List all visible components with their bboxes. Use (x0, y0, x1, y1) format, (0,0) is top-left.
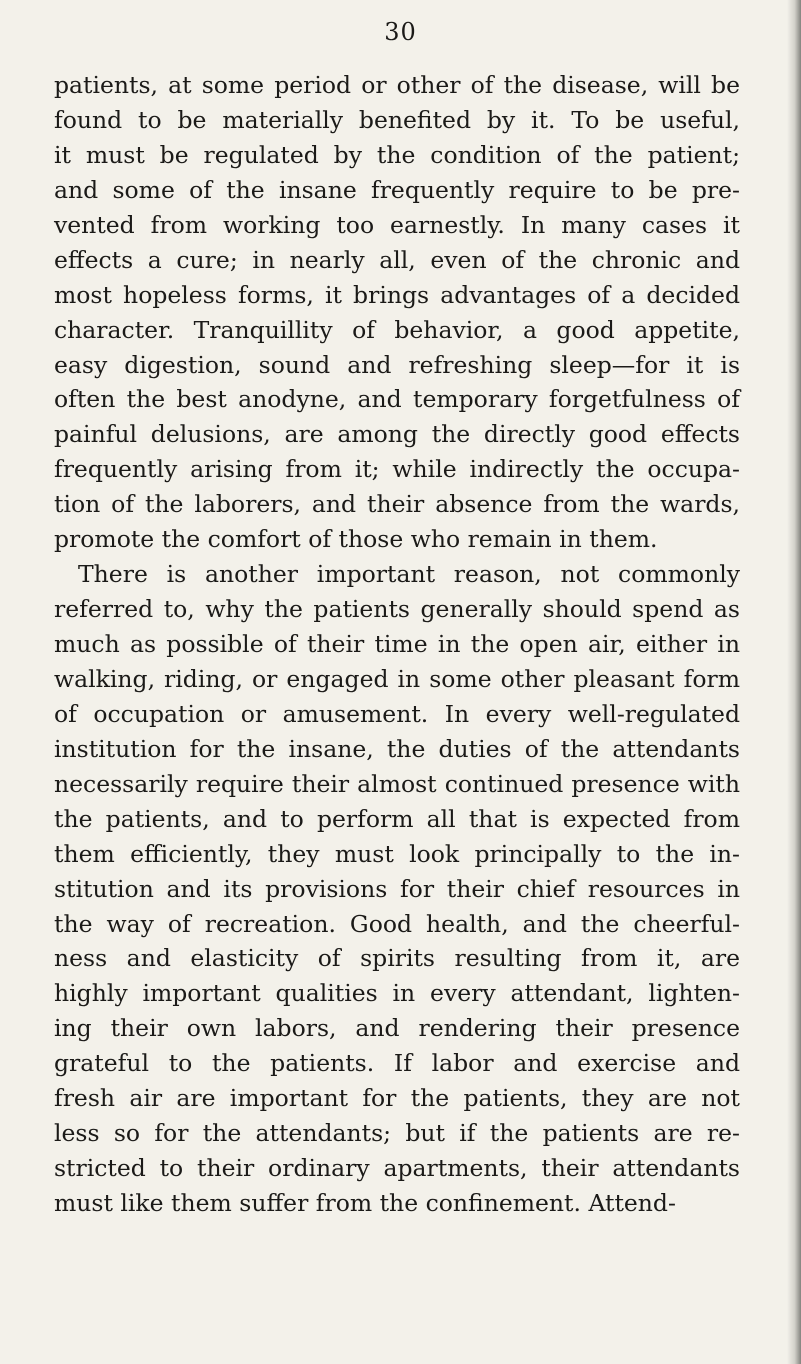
text-line: ing their own labors, and rendering their presence (54, 1014, 740, 1043)
text-line: stitution and its provisions for their chief resources in (54, 874, 740, 903)
text-line: frequently arising from it; while indirectly the occupa- (54, 455, 740, 484)
text-line: walking, riding, or engaged in some other pleasant form (54, 664, 740, 693)
text-line: highly important qualities in every attendant, lighten- (54, 979, 740, 1008)
page-number: 30 (384, 18, 417, 46)
text-line: easy digestion, sound and refreshing sleep—for it is (54, 350, 740, 379)
text-line: much as possible of their time in the open air, either in (54, 630, 740, 658)
text-line: the patients, and to perform all that is expected from (54, 804, 740, 833)
text-line: character. Tranquillity of behavior, a good appetite, (54, 315, 740, 344)
text-line: fresh air are important for the patients, they are not (54, 1084, 740, 1113)
text-line: necessarily require their almost continued presence with (54, 769, 740, 798)
text-line: most hopeless forms, it brings advantages of a decided (54, 280, 740, 309)
text-line: it must be regulated by the condition of the patient; (54, 140, 740, 169)
text-line: painful delusions, are among the directly good effects (54, 420, 740, 449)
text-line: found to be materially benefited by it. To be useful, (54, 105, 740, 134)
text-line: institution for the insane, the duties of the attendants (54, 734, 740, 763)
text-line: ness and elasticity of spirits resulting from it, are (54, 944, 740, 973)
text-line: them efficiently, they must look principally to the in- (54, 839, 740, 868)
text-line: referred to, why the patients generally should spend as (54, 595, 740, 624)
page-edge-shadow (787, 0, 801, 1364)
text-line: tion of the laborers, and their absence from the wards, (54, 490, 740, 519)
text-line: of occupation or amusement. In every well-regulated (54, 699, 740, 728)
text-line: patients, at some period or other of the disease, will be (54, 71, 740, 99)
text-line: must like them suffer from the confinement. Attend- (54, 1189, 676, 1217)
text-line: and some of the insane frequently require to be pre- (54, 175, 740, 204)
text-line: effects a cure; in nearly all, even of the chronic and (54, 245, 740, 274)
text-line: the way of recreation. Good health, and the cheerful- (54, 909, 740, 938)
text-line: often the best anodyne, and temporary forgetfulness of (54, 385, 740, 414)
paragraph-start-line: There is another important reason, not commonly (78, 560, 740, 589)
text-line: grateful to the patients. If labor and exercise and (54, 1049, 740, 1078)
text-line: promote the comfort of those who remain in them. (54, 525, 658, 554)
text-line: stricted to their ordinary apartments, their attendants (54, 1154, 740, 1183)
text-line: vented from working too earnestly. In many cases it (54, 210, 740, 239)
text-line: less so for the attendants; but if the patients are re- (54, 1119, 740, 1148)
body-text (54, 68, 740, 1221)
